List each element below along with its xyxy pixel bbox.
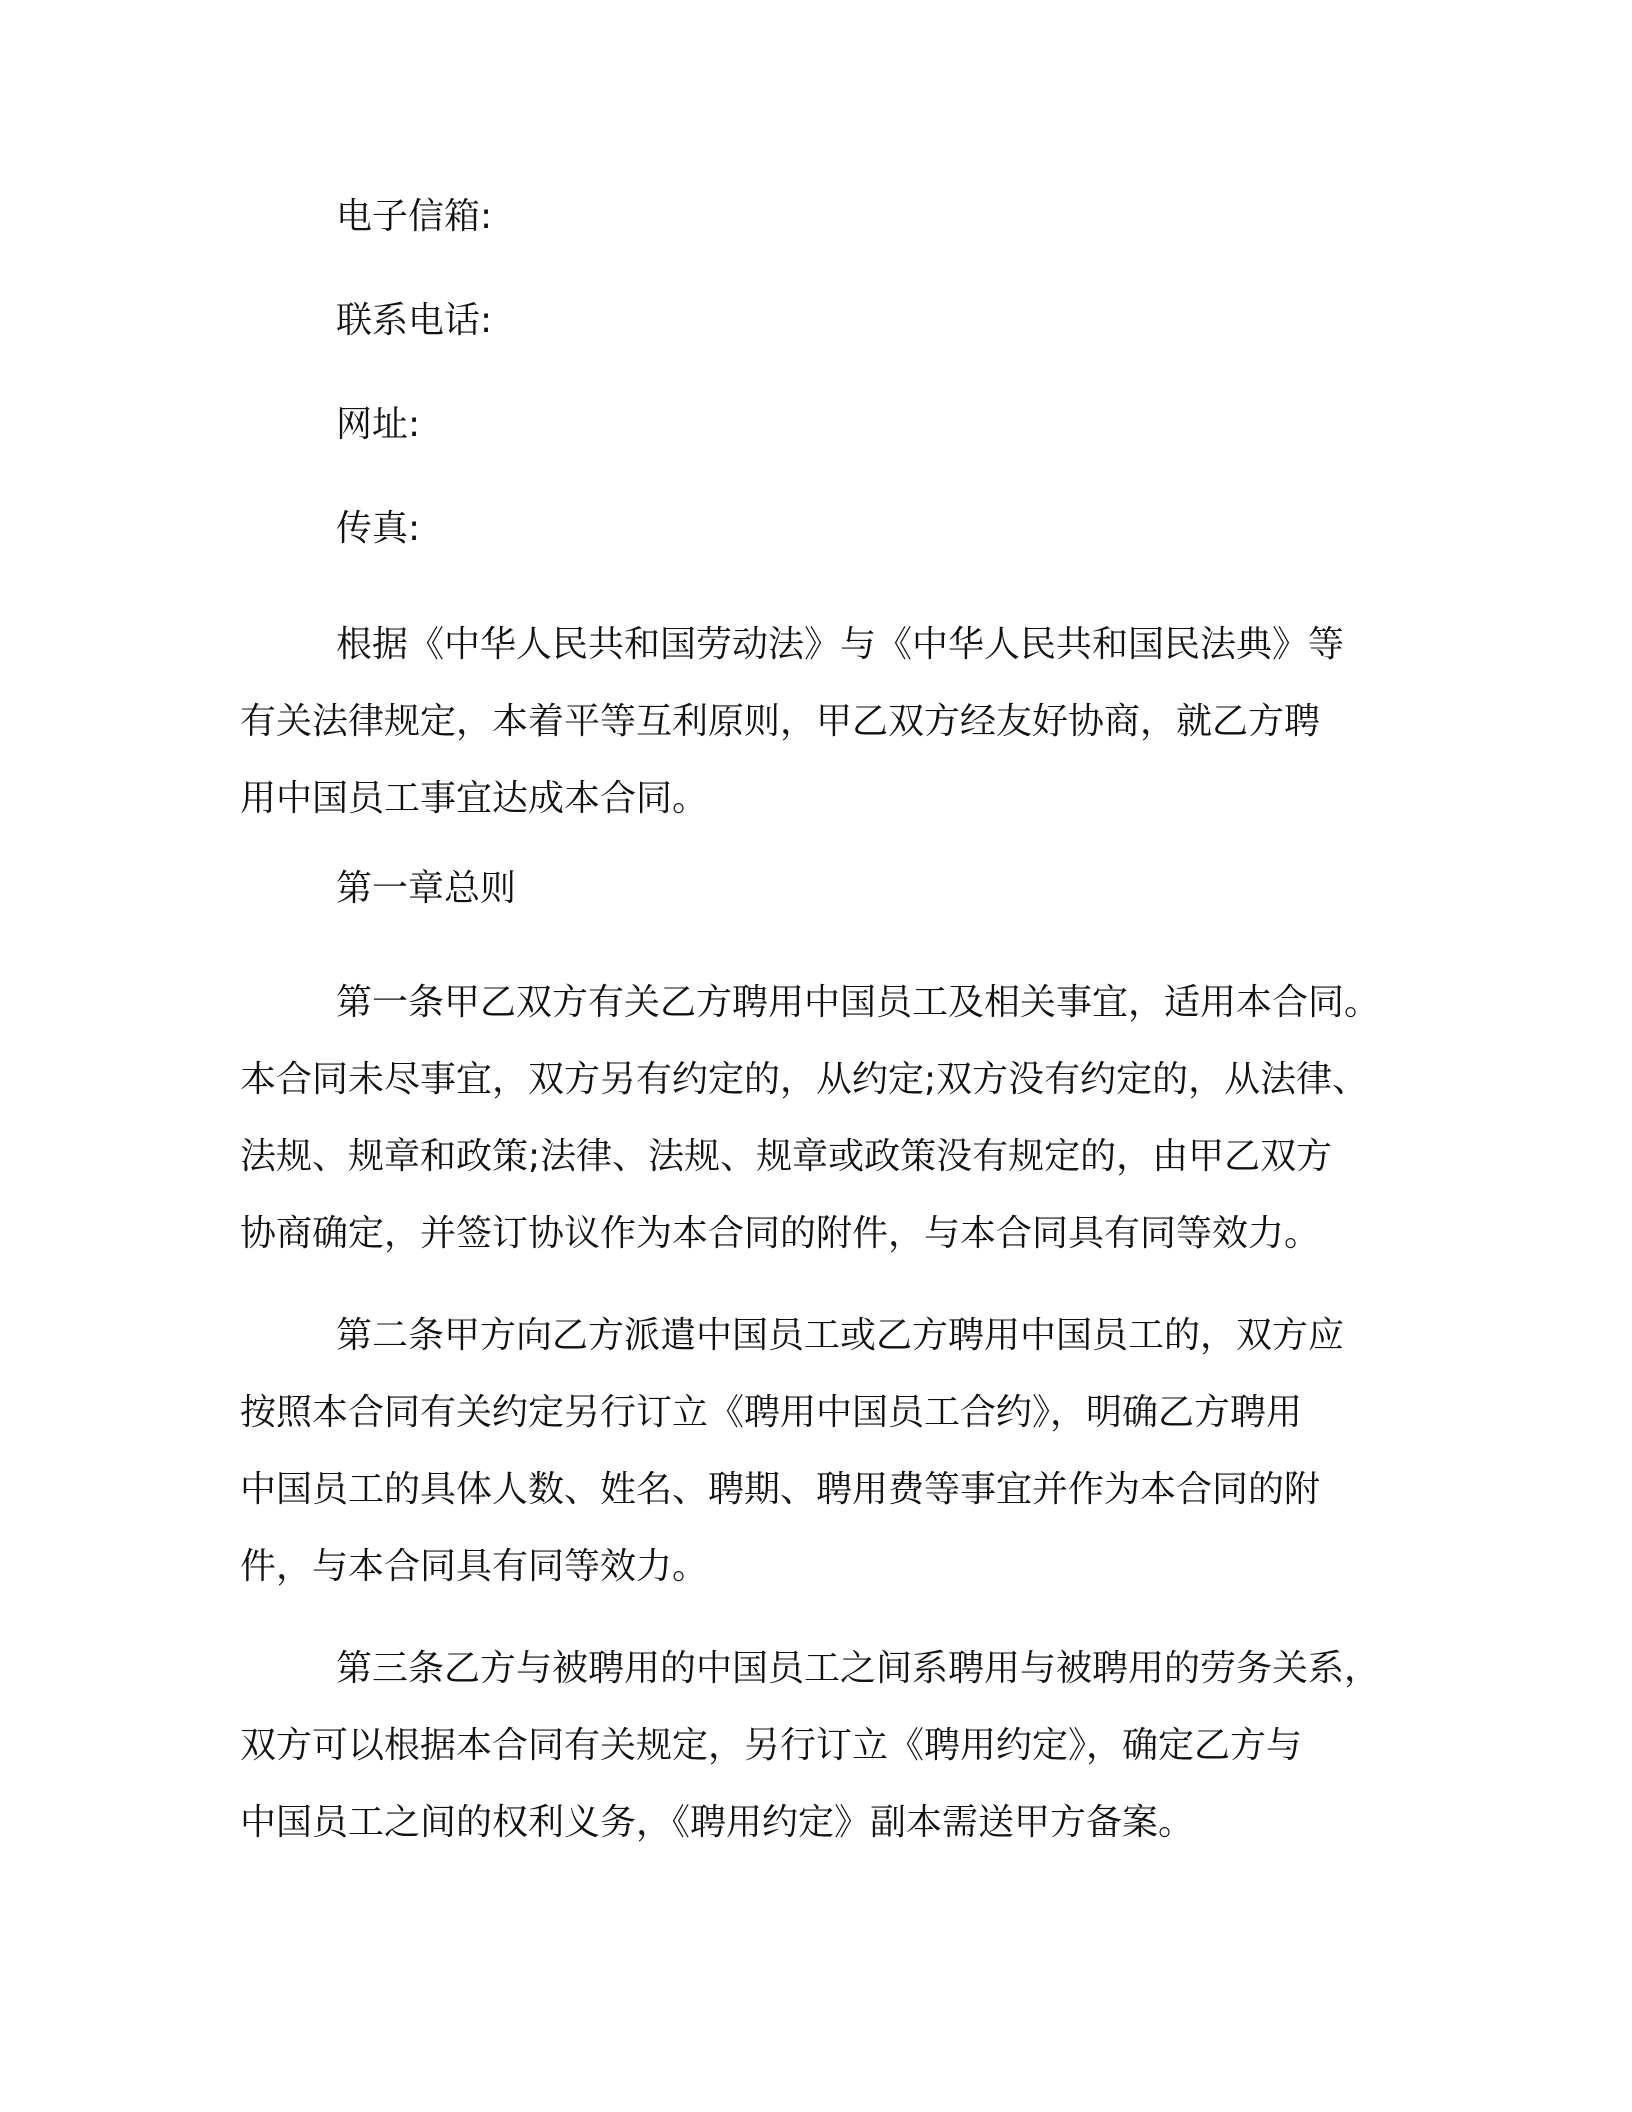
paragraph-line: 第三条乙方与被聘用的中国员工之间系聘用与被聘用的劳务关系， xyxy=(336,1648,1381,1689)
article-1-paragraph xyxy=(240,964,1410,1272)
paragraph-line: 第一条甲乙双方有关乙方聘用中国员工及相关事宜，适用本合同。 xyxy=(336,982,1381,1023)
preamble-paragraph xyxy=(240,606,1410,837)
paragraph-line: 中国员工的具体人数、姓名、聘期、聘用费等事宜并作为本合同的附 xyxy=(240,1469,1321,1510)
article-3-paragraph xyxy=(240,1630,1410,1861)
paragraph-line: 用中国员工事宜达成本合同。 xyxy=(240,778,709,819)
paragraph-line: 协商确定，并签订协议作为本合同的附件，与本合同具有同等效力。 xyxy=(240,1213,1321,1254)
paragraph-line: 双方可以根据本合同有关规定，另行订立《聘用约定》，确定乙方与 xyxy=(240,1725,1303,1766)
paragraph-line: 根据《中华人民共和国劳动法》与《中华人民共和国民法典》等 xyxy=(336,624,1345,665)
document-body xyxy=(240,190,1410,1886)
article-2-paragraph xyxy=(240,1297,1410,1605)
fax-field-label: 传真: xyxy=(336,508,421,549)
phone-field-label: 联系电话: xyxy=(336,300,493,341)
website-field-label: 网址: xyxy=(336,404,421,445)
paragraph-line: 按照本合同有关约定另行订立《聘用中国员工合约》，明确乙方聘用 xyxy=(240,1392,1303,1433)
chapter-title: 第一章总则 xyxy=(336,868,517,909)
paragraph-line: 本合同未尽事宜，双方另有约定的，从约定;双方没有约定的，从法律、 xyxy=(240,1059,1369,1100)
paragraph-line: 中国员工之间的权利义务，《聘用约定》副本需送甲方备案。 xyxy=(240,1802,1195,1843)
paragraph-line: 第二条甲方向乙方派遣中国员工或乙方聘用中国员工的，双方应 xyxy=(336,1315,1345,1356)
email-field-label: 电子信箱: xyxy=(336,196,493,237)
paragraph-line: 有关法律规定，本着平等互利原则，甲乙双方经友好协商，就乙方聘 xyxy=(240,701,1321,742)
paragraph-line: 件，与本合同具有同等效力。 xyxy=(240,1546,709,1587)
paragraph-line: 法规、规章和政策;法律、法规、规章或政策没有规定的，由甲乙双方 xyxy=(240,1136,1333,1177)
